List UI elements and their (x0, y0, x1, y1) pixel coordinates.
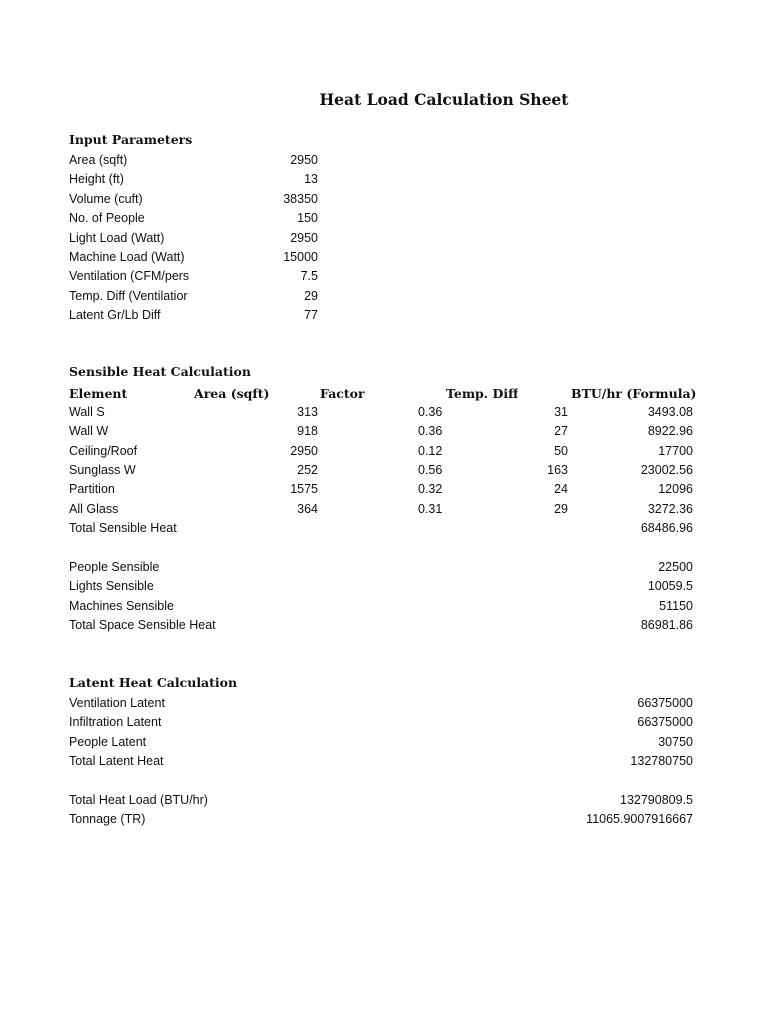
btu-cell: 8922.96 (647, 424, 693, 438)
machines-sensible-row (0, 597, 768, 616)
btu-cell: 3272.36 (647, 502, 693, 516)
ventilation-latent-value: 66375000 (637, 696, 693, 710)
btu-cell: 23002.56 (640, 463, 693, 477)
input-label: Volume (cuft) (69, 192, 143, 206)
input-label: No. of People (69, 211, 145, 225)
lights-sensible-label: Lights Sensible (69, 579, 154, 593)
input-label: Latent Gr/Lb Diff (69, 308, 161, 322)
people-sensible-label: People Sensible (69, 560, 160, 574)
btu-cell: 17700 (658, 444, 693, 458)
input-label: Temp. Diff (Ventilatior (69, 289, 188, 303)
input-value: 2950 (290, 153, 318, 167)
total-space-sensible-row (0, 616, 768, 635)
total-heat-load-row (0, 791, 768, 810)
factor-cell: 0.32 (418, 482, 443, 496)
element-label: All Glass (69, 502, 119, 516)
area-cell: 918 (297, 424, 318, 438)
input-row-area (0, 151, 768, 170)
total-heat-load-label: Total Heat Load (BTU/hr) (69, 793, 208, 807)
total-sensible-heat-row (0, 519, 768, 538)
table-row (0, 422, 768, 441)
input-label: Ventilation (CFM/pers (69, 269, 190, 283)
total-heat-load-value: 132790809.5 (620, 793, 693, 807)
people-latent-value: 30750 (658, 735, 693, 749)
infiltration-latent-row (0, 713, 768, 732)
table-row (0, 403, 768, 422)
area-cell: 364 (297, 502, 318, 516)
ventilation-latent-row (0, 694, 768, 713)
infiltration-latent-label: Infiltration Latent (69, 715, 162, 729)
btu-cell: 3493.08 (647, 405, 693, 419)
machines-sensible-value: 51150 (659, 599, 693, 613)
temp-diff-cell: 31 (554, 405, 568, 419)
input-value: 77 (304, 308, 318, 322)
temp-diff-cell: 29 (554, 502, 568, 516)
input-row-latent-diff (0, 306, 768, 325)
tonnage-value: 11065.9007916667 (586, 812, 693, 826)
column-header-element: Element (69, 386, 128, 401)
sensible-header-row (0, 384, 768, 403)
area-cell: 252 (297, 463, 318, 477)
tonnage-row (0, 810, 768, 829)
input-row-ventilation (0, 267, 768, 286)
people-latent-row (0, 733, 768, 752)
input-label: Area (sqft) (69, 153, 128, 167)
input-value: 7.5 (300, 269, 318, 283)
total-sensible-heat-label: Total Sensible Heat (69, 521, 177, 535)
people-sensible-row (0, 558, 768, 577)
table-row (0, 500, 768, 519)
input-value: 2950 (290, 231, 318, 245)
factor-cell: 0.36 (418, 405, 443, 419)
table-row (0, 461, 768, 480)
input-row-volume (0, 190, 768, 209)
total-latent-heat-value: 132780750 (630, 754, 693, 768)
element-label: Sunglass W (69, 463, 136, 477)
input-row-temp-diff (0, 287, 768, 306)
column-header-factor: Factor (320, 386, 365, 401)
sensible-heat-heading: Sensible Heat Calculation (69, 364, 251, 379)
total-latent-heat-label: Total Latent Heat (69, 754, 164, 768)
input-label: Machine Load (Watt) (69, 250, 185, 264)
input-row-light-load (0, 229, 768, 248)
area-cell: 2950 (290, 444, 318, 458)
element-label: Wall W (69, 424, 109, 438)
input-row-machine-load (0, 248, 768, 267)
total-latent-heat-row (0, 752, 768, 771)
input-value: 13 (304, 172, 318, 186)
lights-sensible-row (0, 577, 768, 596)
column-header-btu: BTU/hr (Formula) (571, 386, 697, 401)
input-value: 29 (304, 289, 318, 303)
input-label: Light Load (Watt) (69, 231, 165, 245)
element-label: Wall S (69, 405, 105, 419)
element-label: Ceiling/Roof (69, 444, 138, 458)
people-latent-label: People Latent (69, 735, 147, 749)
temp-diff-cell: 50 (554, 444, 568, 458)
total-space-sensible-label: Total Space Sensible Heat (69, 618, 216, 632)
btu-cell: 12096 (658, 482, 693, 496)
factor-cell: 0.31 (418, 502, 443, 516)
column-header-temp-diff: Temp. Diff (446, 386, 519, 401)
table-row (0, 480, 768, 499)
input-parameters-heading: Input Parameters (69, 132, 193, 147)
input-value: 38350 (283, 192, 318, 206)
input-label: Height (ft) (69, 172, 124, 186)
tonnage-label: Tonnage (TR) (69, 812, 146, 826)
input-row-height (0, 170, 768, 189)
temp-diff-cell: 24 (554, 482, 568, 496)
machines-sensible-label: Machines Sensible (69, 599, 174, 613)
area-cell: 1575 (290, 482, 318, 496)
people-sensible-value: 22500 (658, 560, 693, 574)
input-value: 150 (297, 211, 318, 225)
ventilation-latent-label: Ventilation Latent (69, 696, 165, 710)
temp-diff-cell: 163 (547, 463, 568, 477)
column-header-area: Area (sqft) (194, 386, 270, 401)
input-value: 15000 (283, 250, 318, 264)
factor-cell: 0.56 (418, 463, 443, 477)
total-space-sensible-value: 86981.86 (640, 618, 693, 632)
factor-cell: 0.36 (418, 424, 443, 438)
element-label: Partition (69, 482, 115, 496)
total-sensible-heat-value: 68486.96 (640, 521, 693, 535)
temp-diff-cell: 27 (554, 424, 568, 438)
sheet-title: Heat Load Calculation Sheet (319, 90, 569, 109)
input-row-people (0, 209, 768, 228)
area-cell: 313 (297, 405, 318, 419)
factor-cell: 0.12 (418, 444, 443, 458)
lights-sensible-value: 10059.5 (647, 579, 693, 593)
latent-heat-heading: Latent Heat Calculation (69, 675, 238, 690)
table-row (0, 442, 768, 461)
infiltration-latent-value: 66375000 (637, 715, 693, 729)
